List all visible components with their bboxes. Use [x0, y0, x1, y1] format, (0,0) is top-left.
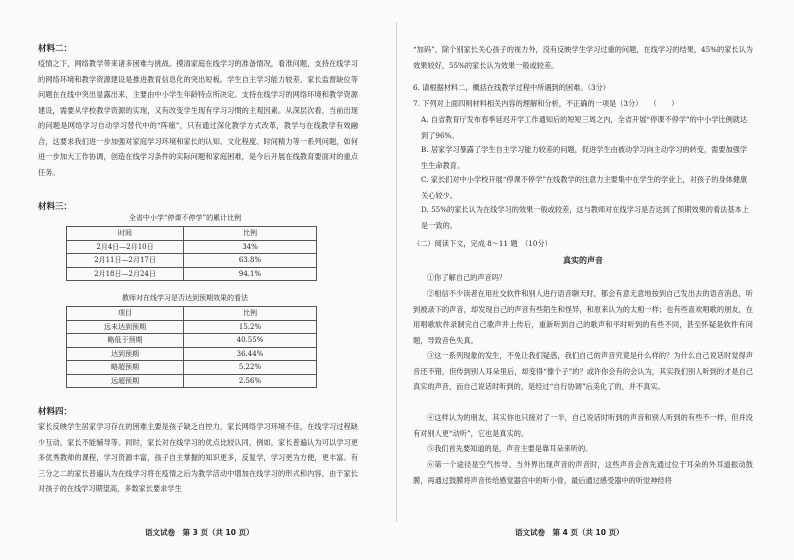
question-7: 7. 下列对上面四则材料相关内容的理解和分析，不正确的一项是（3分） （ ）	[413, 99, 679, 108]
table-cell: 2月18日—2月24日	[67, 267, 184, 281]
page-footer: 语文试卷 第 4 页（共 10 页）	[515, 528, 624, 537]
table-cell: 2月4日—2月10日	[67, 240, 184, 254]
table-cell: 远超预期	[67, 374, 184, 388]
essay-paragraph-6: ⑥第一个途径是空气传导。当外界出现声音的声音时，这些声音会首先通过位于耳朵的外耳道振动鼓膜，再通过鼓膜将声音传给感觉器官中的听小骨，最后通过感受器中的听觉神经将	[413, 460, 753, 485]
table-cell: 5.22%	[184, 361, 317, 375]
table-cell: 略超预期	[67, 361, 184, 375]
essay-title: 真实的声音	[563, 256, 603, 265]
table-cell: 略低于预期	[67, 334, 184, 348]
table-cell: 34%	[184, 240, 317, 254]
table-cell: 达到预期	[67, 347, 184, 361]
section-2-heading: （二）阅读下文，完成 8～11 题 （10分）	[413, 239, 552, 248]
table-row	[67, 347, 317, 361]
table-row	[67, 240, 317, 254]
table-cell: 94.1%	[184, 267, 317, 281]
table-header: 时间	[67, 227, 184, 241]
table-header: 项目	[67, 307, 184, 321]
table-row	[67, 320, 317, 334]
table-cell: 2月11日—2月17日	[67, 254, 184, 268]
table-row	[67, 374, 317, 388]
table-cell: 63.8%	[184, 254, 317, 268]
essay-paragraph-2: ②相信不少读者在用社交软件和别人进行语音聊天时，都会有意无意地按到自己发出去的语音消息，听到被录下的声音，却发现自己的声音有些陌生和怪异，和原来认为的太相一样；也有些喜欢唱歌的朋友，在用唱歌软件录制完自己歌声并上传后，重新听到自己的歌声和平时听到的有些不同，甚至怀疑是软件有问题，导致音色失真。	[413, 289, 753, 345]
question-7-option-b: B. 居家学习暴露了学生自主学习能力较差的问题，促进学生由被动学习向主动学习的转变，需要加强学生生命教育。	[421, 145, 748, 170]
material-4-text: 家长反映学生居家学习存在的困难主要是孩子缺乏自控力，家长网络学习环境不佳，在线学习过程缺少互动，家长不能辅导等。同时，家长对在线学习的优点比较认同，例如，家长普遍认为可以学习更多优秀教师的课程，学习资源丰富，孩子自主掌握的知识更多，反复学，学习更为方便，更丰富。有三分之二的家长普遍认为在线学习将在疫情之后为教学活动中增加在线学习的形式和内容，由于家长对孩子的在线学习期望高，多数家长要求学生	[38, 422, 358, 493]
question-7-option-a: A. 自省教育厅发布春季延迟开学工作通知后的短短三周之内，全省开展“停课不停学”的中小学比例就达到了96%。	[421, 115, 748, 140]
table-1-caption: 全省中小学“停课不停学”的累计比例	[128, 214, 242, 222]
table-row	[67, 267, 317, 281]
material-4-label: 材料四：	[38, 407, 73, 417]
essay-paragraph-5: ⑤我们首先要知道的是，声音主要是靠耳朵来听的。	[427, 444, 593, 453]
material-3-label: 材料三：	[38, 202, 73, 212]
question-6: 6. 请根据材料二，概括在线教学过程中所遇到的困难。（3分）	[413, 83, 610, 92]
material-4-continued: “加码”，除个别家长关心孩子的视力外，没有反映学生学习过重的问题，在线学习的结果，45%的家长认为效果较好，55%的家长认为效果一般或较差。	[413, 45, 753, 70]
table-row	[67, 361, 317, 375]
table-cell: 40.55%	[184, 334, 317, 348]
table-row	[67, 334, 317, 348]
table-2-caption: 教师对在线学习是否达到预期效果的看法	[122, 294, 248, 302]
table-cell: 36.44%	[184, 347, 317, 361]
table-header: 比例	[184, 227, 317, 241]
essay-paragraph-1: ①你了解自己的声音吗？	[427, 273, 507, 282]
page-4	[397, 0, 794, 560]
table-cell: 远未达到预期	[67, 320, 184, 334]
table-row	[67, 307, 317, 321]
question-7-option-d: D. 55%的家长认为在线学习的效果一般或较差，这与教师对在线学习是否达到了预期效果的看法基本上是一致的。	[421, 205, 749, 230]
material-2-label: 材料二：	[38, 44, 73, 54]
table-1	[66, 226, 317, 281]
table-cell: 15.2%	[184, 320, 317, 334]
table-row	[67, 254, 317, 268]
table-cell: 2.56%	[184, 374, 317, 388]
table-header: 比例	[184, 307, 317, 321]
table-2	[66, 306, 317, 388]
material-2-text: 疫情之下，网络教学带来诸多困难与挑战。摸清家庭在线学习的准备情况，看准问题，支持在线学习的网络环境和教学资源建设是推进教育信息化的突出短板。学生自主学习能力较差、家长监督缺位等问题在在线中突出显露出来，主要由中小学生年龄特点所决定。支持在线学习的网络环境和教学资源建设，需要从学校教学资源的实现，又有改变学生现有学习习惯的主观因素。从深层次看，当前出现的问题是网络学习自动学习替代中的“阵痛”，只有通过深化教学方式改革，教学与在线教学有效融合，这要求我们进一步加强对家庭学习环境和家长的认知、文化程度、时间精力等一系列问题，如何进一步加大工作协调，创造在线学习条件的实际问题和家庭困难，是今后开展在线教育要面对的重点任务。	[38, 59, 358, 177]
question-7-option-c: C. 家长们对中小学校开展“停课不停学”在线教学的注意力主要集中在学生的学业上，对孩子的身体健康关心较少。	[421, 175, 748, 200]
table-row	[67, 227, 317, 241]
essay-paragraph-4: ④这样认为的朋友，其实你也只接对了一半，自己说话时听到的声音和别人听到的有些不一样，但并没有对别人更“动听”，它也是真实的。	[413, 413, 753, 438]
page-footer: 语文试卷 第 3 页（共 10 页）	[145, 528, 254, 537]
essay-paragraph-3: ③这一系列现象的发生，不免让我们疑惑，我们自己的声音究竟是什么样的？为什么自己说话时觉得声音还不错，但传到别人耳朵里后，却变得“像个子”的？或许你会有的会认为，其实我们别人听到的才是自己真实的声音，而自己说话时听到的，是经过“自行协调”后美化了的，并不真实。	[413, 351, 753, 391]
